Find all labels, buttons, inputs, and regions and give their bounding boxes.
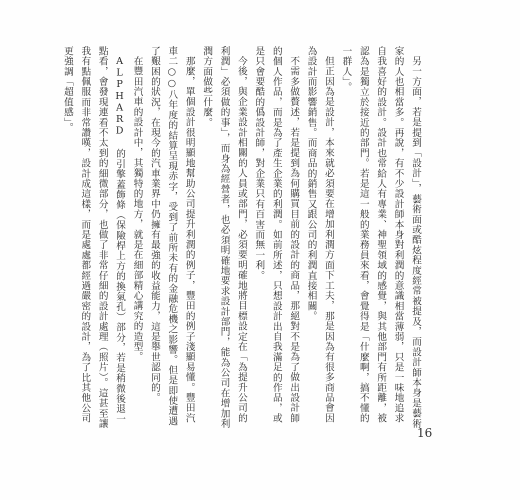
page-number: 16: [417, 426, 433, 440]
body-text: [58, 46, 424, 430]
paragraph: 但正因為是設計，本來就必須要在增加利潤方面下工夫，那是因為有很多商品會因為設計而影響銷售。而商品的銷售又跟公司的利潤直接相關。: [305, 46, 334, 423]
paragraph: 另一方面，若是提到「設計」，藝術面或酷炫程度經常被提及，而設計師本身是藝術家的人也相當多。再說，有不少設計師本身對利潤的意識相當薄弱，只是一味地追求自我喜好的設計。設計也常給人有專業、神聖領域的感覺，與其他部門有所距離，被認為是獨立於接近的部門。若是這一般的業務員來看，會覺得是「什麼啊，搞不懂的一群人」。: [340, 46, 421, 429]
paragraph: 在豐田汽車的設計中，其獨特的地方，就是在細部精心講究的造型。: [131, 55, 143, 362]
paragraph: 今後，與企業設計相關的人員或部門，必須要明確地將目標設定在「為提升公司的利潤」必須做的事」，而身為經營者，也必須明確地要求設計部門，能為公司在增加利潤方面做些什麼。: [201, 46, 247, 429]
paragraph: 那麼，單個設計很明顯地幫助公司提升利潤的例子，豐田的例子淺顯易懂。豐田汽車二○○八年度的結算呈現赤字，受到了前所未有的金融危機之影響。但是即使遭遇了艱困的狀況，在現今的汽車業界中仍擁有最強的收益能力，這是舉世認同的。: [148, 46, 195, 427]
paragraph: 不需多做贅述，若是提到為何購買目前的設計的商品，那絕對不是為了做出設計師的個人作品，而是為了產生企業的利潤。如前所述，只想設計出自我滿足的作品，或是只會要酷的僞設計師，對企業只有百害而無一利。: [253, 46, 300, 424]
paragraph: ALPHARD 的引擎蓋飾條（保險桿上方的換氣孔）部分，若是稍微後退一點看，會發現連看不太到的細微部分，也做了非常仔細的設計處理（照片）。這甚至讓我有點佩服而非常讚嘆，設計成這樣，而是處處都經過嚴密的設計，為了比其他公司更強調「超值感」。: [61, 46, 126, 429]
